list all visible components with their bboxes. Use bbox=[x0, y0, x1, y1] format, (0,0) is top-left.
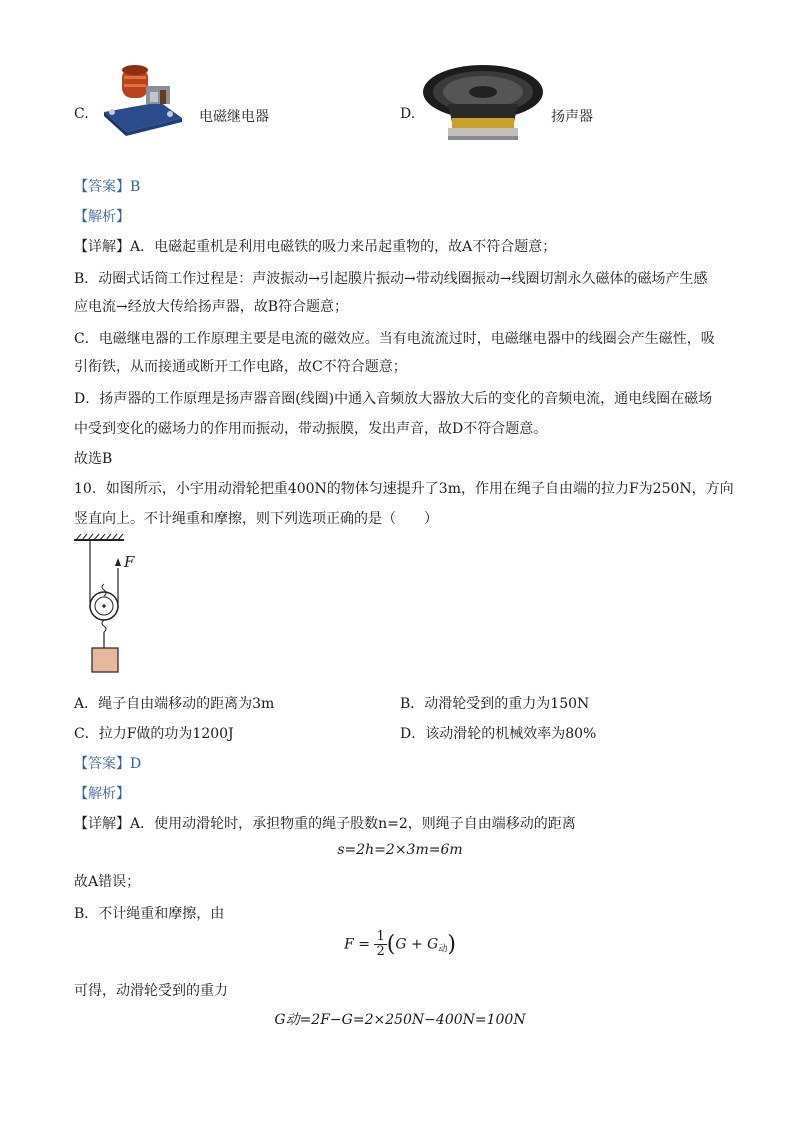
q10-detail-a: 【详解】A．使用动滑轮时，承担物重的绳子股数n=2，则绳子自由端移动的距离 bbox=[74, 816, 576, 832]
formula-force-fraction bbox=[374, 930, 386, 959]
fraction-numerator: 1 bbox=[376, 929, 385, 944]
q10-option-a: A．绳子自由端移动的距离为3m bbox=[74, 696, 275, 712]
speaker-image bbox=[420, 62, 546, 148]
q9-detail-d-2: 中受到变化的磁场力的作用而振动，带动振膜，发出声音，故D不符合题意。 bbox=[74, 421, 548, 437]
force-label: F bbox=[124, 553, 135, 571]
q10-derive-text: 可得，动滑轮受到的重力 bbox=[74, 983, 228, 999]
q9-detail-c-1: C．电磁继电器的工作原理主要是电流的磁效应。当有电流流过时，电磁继电器中的线圈会产生磁性，吸 bbox=[74, 331, 715, 347]
formula-force: F = $\frac{1}{2}$ $(G + G_动)$ bbox=[344, 929, 456, 959]
q10-stem-line1: 10．如图所示，小宇用动滑轮把重400N的物体匀速提升了3m，作用在绳子自由端的拉力F为250N，方向 bbox=[74, 481, 734, 497]
q9-detail-c-2: 引衔铁，从而接通或断开工作电路，故C不符合题意； bbox=[74, 359, 407, 375]
option-d-text: 扬声器 bbox=[551, 109, 593, 125]
fraction-denominator: 2 bbox=[376, 944, 385, 959]
formula-force-body: G + G bbox=[395, 936, 439, 953]
q9-analysis-heading: 【解析】 bbox=[74, 209, 130, 225]
q10-option-b: B．动滑轮受到的重力为150N bbox=[400, 696, 590, 712]
q10-analysis-heading: 【解析】 bbox=[74, 786, 130, 802]
option-d-label: D. bbox=[400, 106, 416, 122]
option-c-label: C. bbox=[74, 106, 89, 122]
formula-force-lhs: F = bbox=[344, 936, 370, 953]
q9-detail-a: 【详解】A．电磁起重机是利用电磁铁的吸力来吊起重物的，故A不符合题意； bbox=[74, 239, 557, 255]
q10-answer: 【答案】D bbox=[74, 756, 142, 772]
q9-detail-b-2: 应电流→经放大传给扬声器，故B符合题意； bbox=[74, 299, 349, 315]
q10-stem-line2: 竖直向上。不计绳重和摩擦，则下列选项正确的是（ ） bbox=[74, 511, 438, 527]
q10-detail-b: B．不计绳重和摩擦，由 bbox=[74, 906, 225, 922]
q9-detail-d-1: D．扬声器的工作原理是扬声器音圈(线圈)中通入音频放大器放大后的变化的音频电流，通电线圈在磁场 bbox=[74, 391, 713, 407]
q9-answer: 【答案】B bbox=[74, 179, 141, 195]
q10-option-d: D．该动滑轮的机械效率为80% bbox=[400, 726, 597, 742]
relay-image bbox=[100, 62, 184, 138]
formula-force-subscript: 动 bbox=[438, 944, 448, 955]
q9-detail-b-1: B．动圈式话筒工作过程是：声波振动→引起膜片振动→带动线圈振动→线圈切割永久磁体的磁场产生感 bbox=[74, 271, 708, 287]
formula-pulley-weight: G动=2F−G=2×250N−400N=100N bbox=[274, 1012, 526, 1028]
q9-conclusion: 故选B bbox=[74, 451, 113, 467]
q10-option-c: C．拉力F做的功为1200J bbox=[74, 726, 234, 742]
formula-distance: s=2h=2×3m=6m bbox=[337, 842, 463, 858]
option-c-text: 电磁继电器 bbox=[199, 109, 269, 125]
q10-conclusion-a: 故A错误； bbox=[74, 874, 141, 890]
pulley-figure bbox=[70, 532, 160, 678]
